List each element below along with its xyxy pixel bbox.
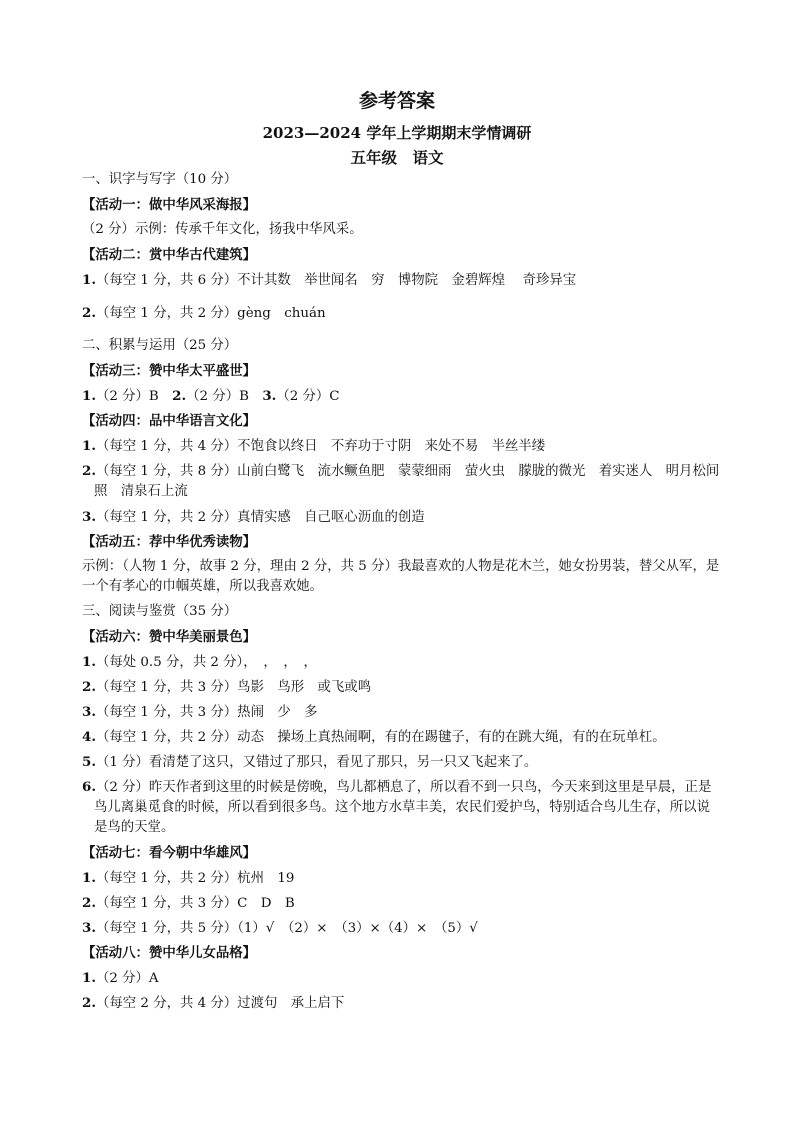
question-number: 3. [82, 920, 96, 936]
question-number: 5. [82, 754, 96, 770]
answer-text: （1 分）看清楚了这只，又错过了那只，看见了那只，另一只又飞起来了。 [95, 755, 538, 770]
page-title: 参考答案 [358, 90, 435, 112]
question-number: 1. [82, 272, 96, 288]
answer-item [82, 993, 722, 1018]
answer-text: （每空 1 分，共 2 分）真情实感 自己呕心沥血的创造 [95, 510, 425, 525]
answer-text: （每空 1 分，共 8 分）山前白鹭飞 流水鳜鱼肥 蒙蒙细雨 萤火虫 朦胧的微光 着实迷人 明月松间照 清泉石上流 [94, 464, 720, 499]
answer-item [82, 727, 722, 752]
answer-item [82, 270, 722, 303]
section-heading: 二、积累与运用（25 分） [82, 338, 238, 353]
answer-item [82, 652, 722, 677]
answer-item-group [82, 386, 722, 411]
answer-item [82, 303, 722, 336]
question-number: 1. [82, 970, 96, 986]
answer-paragraph: 示例：（人物 1 分，故事 2 分，理由 2 分，共 5 分）我最喜欢的人物是花木兰，她女扮男装，替父从军，是一个有孝心的巾帼英雄，所以我喜欢她。 [82, 559, 720, 594]
question-number: 1. [82, 654, 96, 670]
question-number: 3. [82, 509, 96, 525]
question-number: 2. [82, 305, 96, 321]
activity-heading: 【活动八：赞中华儿女品格】 [82, 945, 257, 961]
question-number: 6. [82, 779, 96, 795]
answer-text: （每空 1 分，共 2 分）gèng chuán [95, 306, 326, 321]
question-number: 1. [82, 870, 96, 886]
answer-text: （每空 2 分，共 4 分）过渡句 承上启下 [95, 996, 345, 1011]
answer-text: （2 分）B [95, 389, 173, 404]
answer-text: （2 分）B [186, 389, 263, 404]
answer-item [82, 436, 722, 461]
answer-item [82, 461, 722, 502]
answer-item [82, 893, 722, 918]
grade-subject: 五年级 语文 [350, 148, 444, 167]
question-number: 4. [82, 729, 96, 745]
answer-text: （每空 1 分，共 6 分）不计其数 举世闻名 穷 博物院 金碧辉煌 奇珍异宝 [95, 273, 577, 288]
activity-heading: 【活动三：赞中华太平盛世】 [82, 363, 257, 379]
answer-item [82, 752, 722, 777]
question-number: 3. [262, 388, 277, 404]
answer-item [82, 868, 722, 893]
section-heading: 三、阅读与鉴赏（35 分） [82, 604, 238, 619]
question-number: 2. [82, 895, 96, 911]
question-number: 2. [172, 388, 187, 404]
answer-item [82, 777, 722, 838]
answer-item [82, 507, 722, 532]
question-number: 2. [82, 679, 96, 695]
activity-heading: 【活动五：荐中华优秀读物】 [82, 534, 257, 550]
answer-item [82, 918, 722, 943]
activity-heading: 【活动六：赞中华美丽景色】 [82, 629, 257, 645]
answer-text: （每空 1 分，共 3 分）鸟影 鸟形 或飞或鸣 [95, 680, 372, 695]
activity-heading: 【活动四：品中华语言文化】 [82, 413, 257, 429]
answer-text: （每空 1 分，共 3 分）C D B [95, 896, 295, 911]
answer-item [82, 677, 722, 702]
activity-heading: 【活动七：看今朝中华雄风】 [82, 845, 257, 861]
question-number: 1. [82, 388, 96, 404]
answer-text: （2 分）示例：传承千年文化，扬我中华风采。 [82, 222, 363, 237]
answer-text: （每空 1 分，共 3 分）热闹 少 多 [95, 705, 318, 720]
answer-item [82, 968, 722, 993]
answer-list [82, 170, 722, 1018]
answer-text: （每空 1 分，共 2 分）杭州 19 [95, 871, 295, 886]
answer-text: （2 分）昨天作者到这里的时候是傍晚，鸟儿都栖息了，所以看不到一只鸟，今天来到这里是早晨，正是鸟儿离巢觅食的时候，所以看到很多鸟。这个地方水草丰美，农民们爱护鸟，特别适合鸟儿生存，所以说是鸟的天堂。 [94, 780, 712, 835]
question-number: 3. [82, 704, 96, 720]
activity-heading: 【活动一：做中华风采海报】 [82, 197, 257, 213]
question-number: 2. [82, 995, 96, 1011]
activity-heading: 【活动二：赏中华古代建筑】 [82, 247, 257, 263]
answer-text: （每空 1 分，共 4 分）不饱食以终日 不弃功于寸阴 来处不易 半丝半缕 [95, 439, 546, 454]
answer-text: （2 分）C [276, 389, 340, 404]
answer-text: （2 分）A [95, 971, 159, 986]
answer-text: （每处 0.5 分，共 2 分）， ， ， ， [95, 655, 317, 670]
exam-subtitle: 2023—2024 学年上学期期末学情调研 [262, 124, 532, 142]
section-heading: 一、识字与写字（10 分） [82, 172, 238, 187]
answer-text: （每空 1 分，共 5 分）（1）√ （2）× （3）×（4）× （5）√ [95, 921, 478, 936]
question-number: 1. [82, 438, 96, 454]
answer-item [82, 702, 722, 727]
question-number: 2. [82, 463, 96, 479]
answer-text: （每空 1 分，共 2 分）动态 操场上真热闹啊，有的在踢毽子，有的在跳大绳，有的在玩单杠。 [95, 730, 666, 745]
